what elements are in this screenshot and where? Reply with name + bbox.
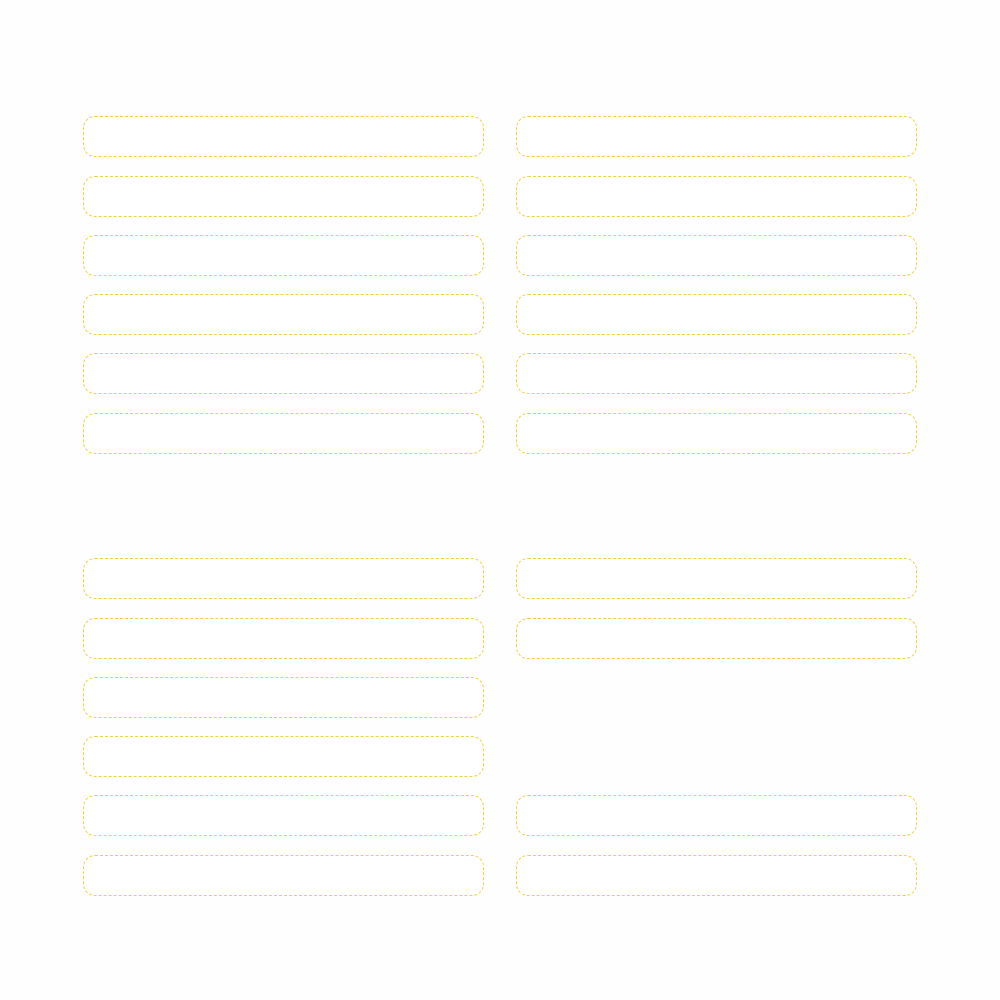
- top-left-slot-5[interactable]: [83, 353, 484, 394]
- bottom-left-slot-6[interactable]: [83, 855, 484, 896]
- bottom-right-slot-3[interactable]: [516, 795, 917, 836]
- top-left-slot-2[interactable]: [83, 176, 484, 217]
- bottom-left-slot-1[interactable]: [83, 558, 484, 599]
- bottom-right-slot-1[interactable]: [516, 558, 917, 599]
- bottom-left-slot-2[interactable]: [83, 618, 484, 659]
- top-left-slot-1[interactable]: [83, 116, 484, 157]
- top-right-slot-5[interactable]: [516, 353, 917, 394]
- top-left-slot-6[interactable]: [83, 413, 484, 454]
- bottom-left-slot-4[interactable]: [83, 736, 484, 777]
- top-right-slot-6[interactable]: [516, 413, 917, 454]
- bottom-left-slot-3[interactable]: [83, 677, 484, 718]
- top-left-slot-3[interactable]: [83, 235, 484, 276]
- top-right-slot-4[interactable]: [516, 294, 917, 335]
- bottom-right-slot-2[interactable]: [516, 618, 917, 659]
- top-right-slot-3[interactable]: [516, 235, 917, 276]
- bottom-right-slot-4[interactable]: [516, 855, 917, 896]
- top-right-slot-2[interactable]: [516, 176, 917, 217]
- top-right-slot-1[interactable]: [516, 116, 917, 157]
- bottom-left-slot-5[interactable]: [83, 795, 484, 836]
- top-left-slot-4[interactable]: [83, 294, 484, 335]
